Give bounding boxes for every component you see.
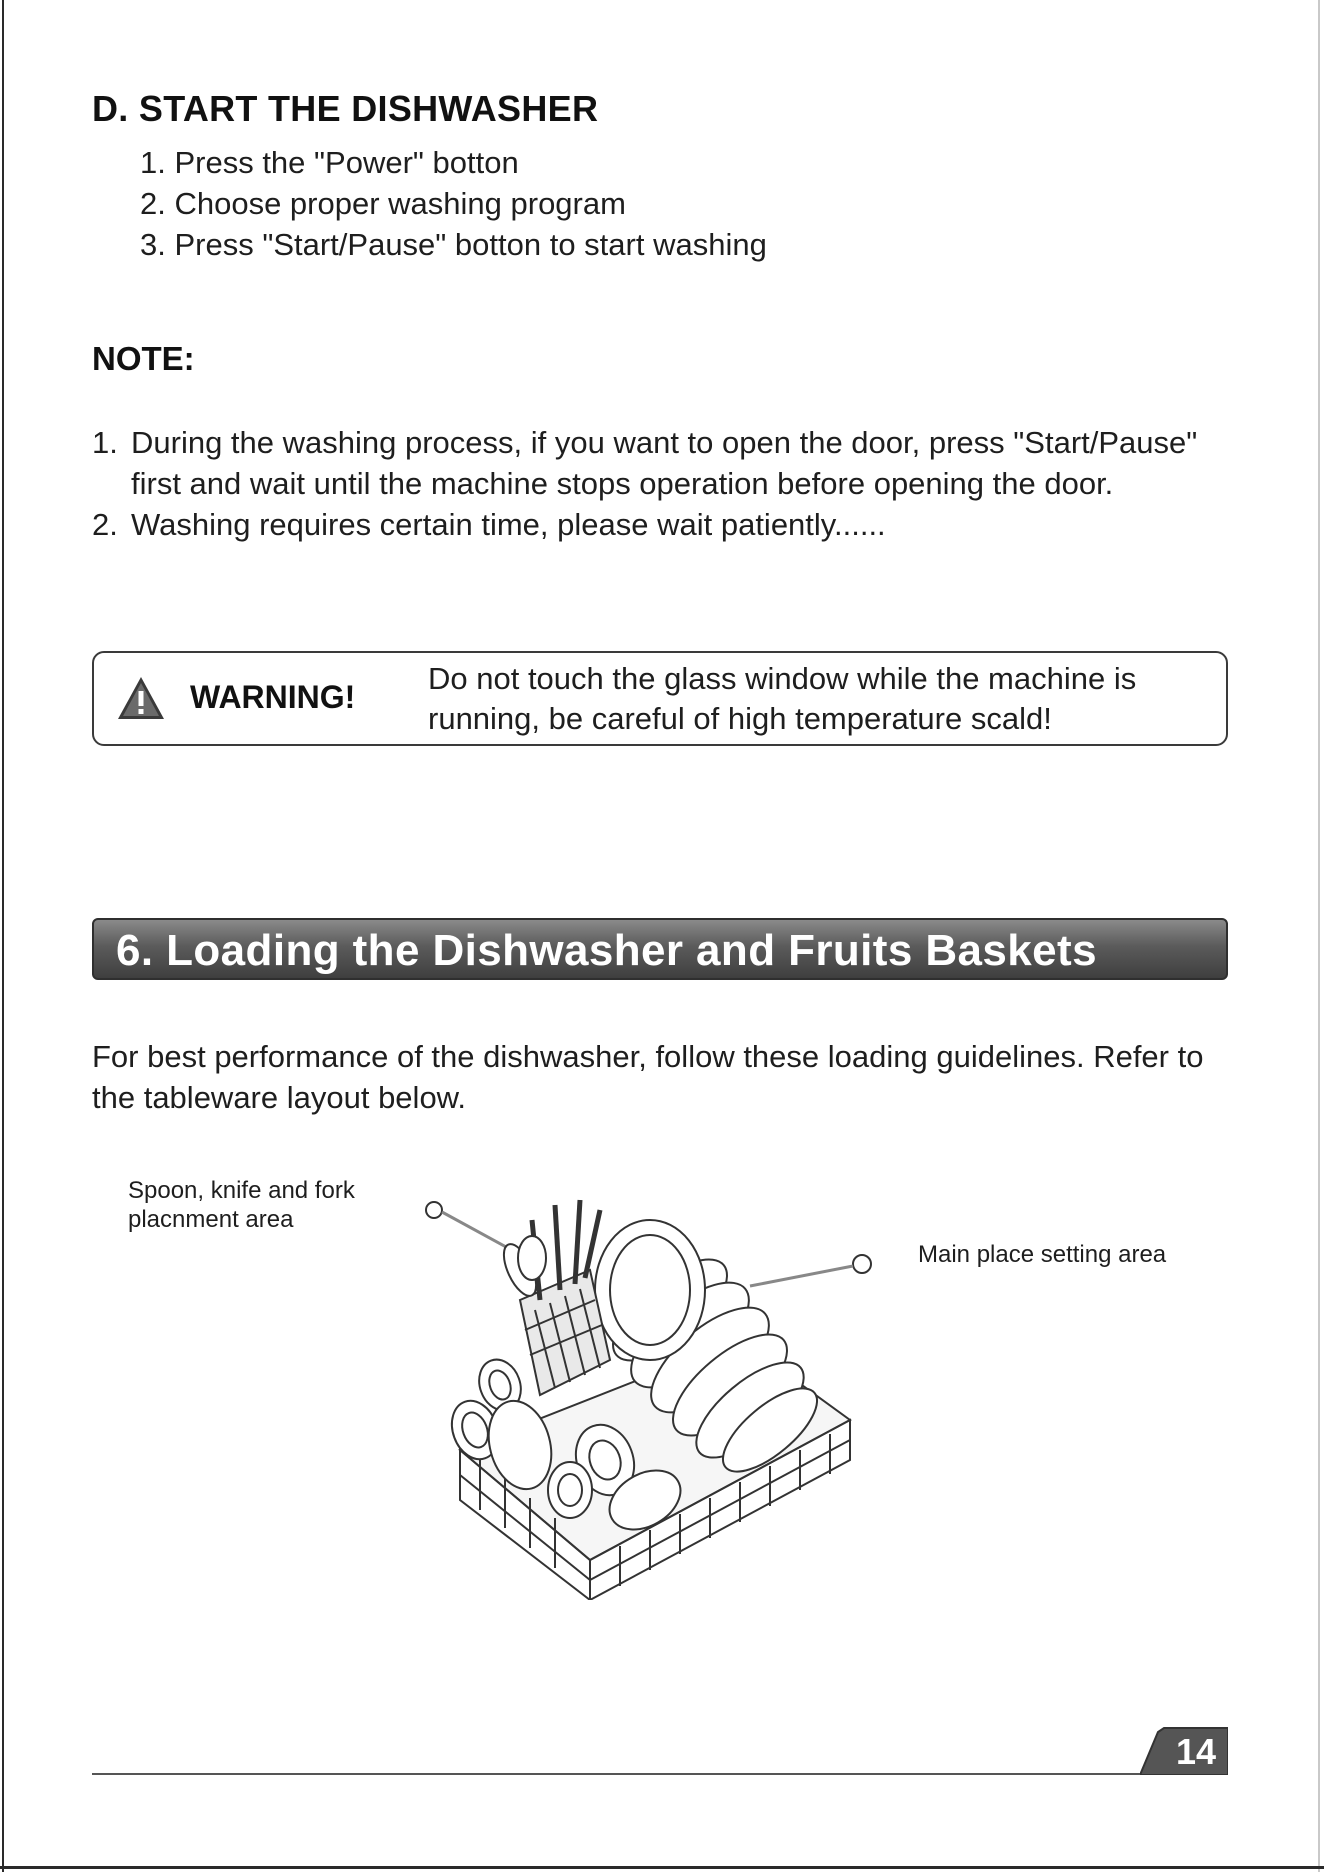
note-item-text: During the washing process, if you want to open the door, press "Start/Pause" first and wait until the machine stops operation before opening the door. [131,425,1198,501]
page-edge-bottom [0,1866,1324,1869]
start-section-title: D. START THE DISHWASHER [92,88,599,129]
page-edge-left [2,0,4,1872]
note-list [92,422,1202,545]
start-step: 1. Press the "Power" botton [140,145,519,180]
note-title: NOTE: [92,340,195,377]
start-step: 3. Press "Start/Pause" botton to start washing [140,227,767,262]
callout-cutlery-area: Spoon, knife and fork placnment area [128,1177,355,1233]
loading-intro: For best performance of the dishwasher, follow these loading guidelines. Refer to the tableware layout below. [92,1039,1204,1115]
note-item-number: 1. [92,425,118,460]
warning-triangle-icon [116,675,166,721]
section-banner [92,918,1228,980]
loading-section-title: 6. Loading the Dishwasher and Fruits Baskets [116,926,1097,975]
footer-rule [92,1773,1228,1775]
note-item [92,504,1202,545]
start-steps-list [140,142,767,265]
note-item [92,422,1202,504]
warning-box [92,651,1228,746]
warning-text: Do not touch the glass window while the machine is running, be careful of high temperature scald! [428,661,1137,736]
callout-main-area: Main place setting area [918,1241,1167,1268]
page-number: 14 [1175,1731,1217,1772]
page-edge-right [1318,0,1320,1872]
warning-label: WARNING! [190,679,356,715]
dishwasher-basket-illustration [420,1160,890,1600]
start-step: 2. Choose proper washing program [140,186,626,221]
note-item-text: Washing requires certain time, please wait patiently...... [131,507,886,542]
note-item-number: 2. [92,507,118,542]
